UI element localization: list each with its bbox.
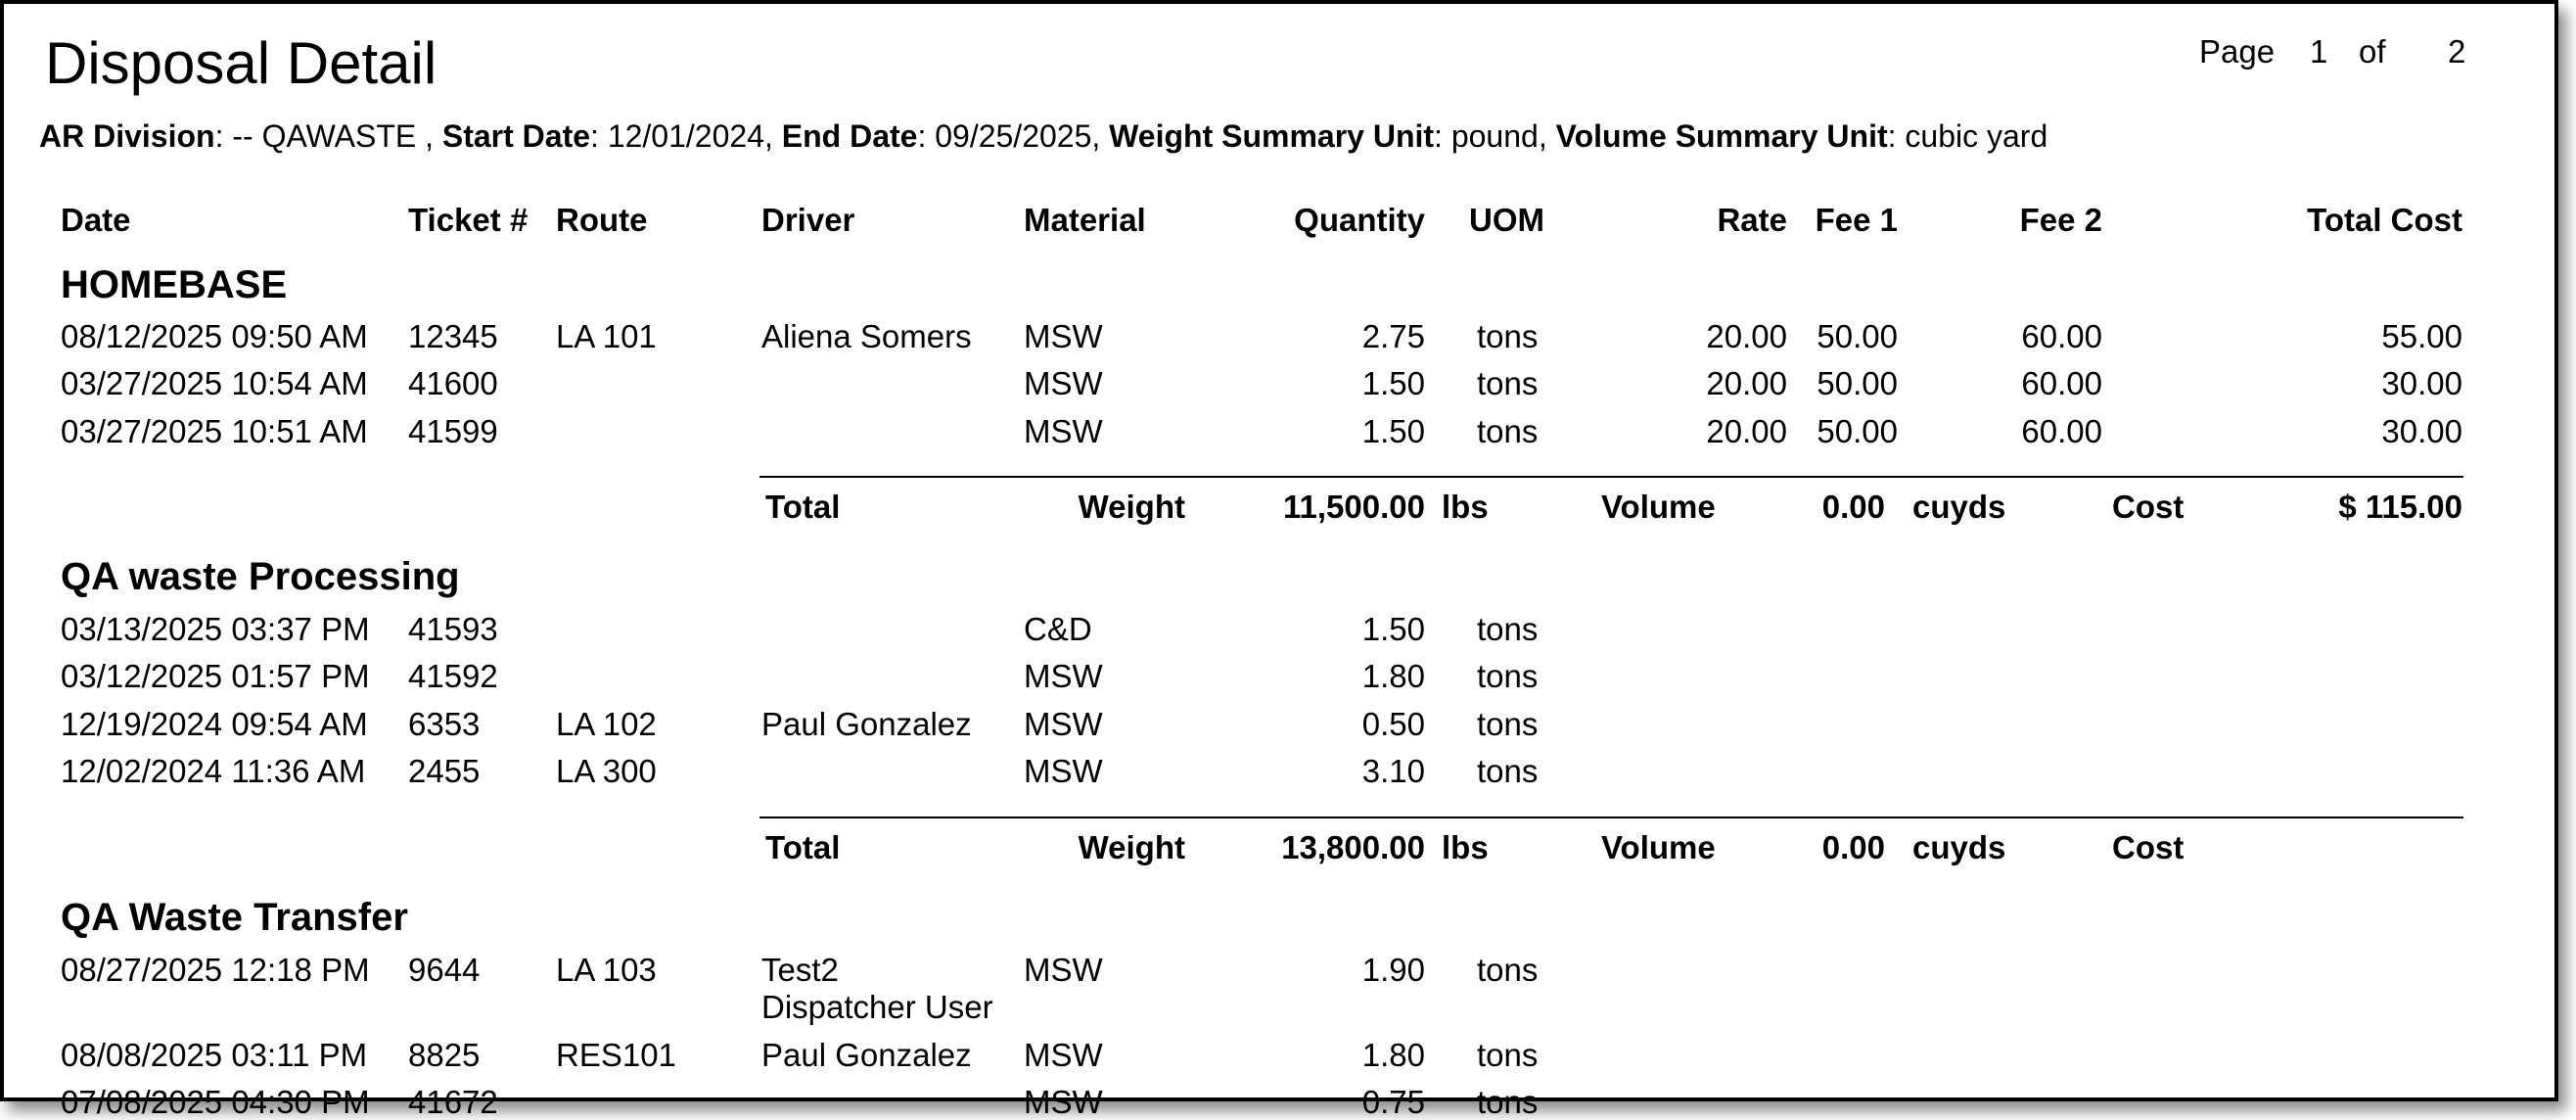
col-header-quantity: Quantity [1294, 202, 1425, 238]
cell-fee2: 60.00 [2021, 318, 2102, 354]
cell-route: LA 103 [556, 952, 657, 988]
total-label: Total [765, 489, 841, 525]
end-date-label: End Date [781, 118, 918, 154]
cell-date: 03/27/2025 10:51 AM [61, 413, 368, 449]
ar-division-label: AR Division [39, 118, 215, 154]
group-title: QA waste Processing [61, 555, 460, 598]
cell-driver-line2: Dispatcher User [761, 989, 993, 1025]
group-title: HOMEBASE [61, 263, 288, 306]
cell-date: 03/27/2025 10:54 AM [61, 365, 368, 401]
page-label: Page [2199, 33, 2276, 70]
volume-unit: cuyds [1912, 489, 2006, 525]
col-header-route: Route [556, 202, 648, 238]
cell-material: MSW [1024, 1084, 1103, 1120]
cell-uom: tons [1477, 1084, 1539, 1120]
cost-label: Cost [2112, 829, 2185, 865]
volume-label: Volume [1601, 829, 1716, 865]
cell-material: MSW [1024, 658, 1103, 694]
cell-date: 12/19/2024 09:54 AM [61, 706, 368, 742]
cell-fee1: 50.00 [1817, 413, 1898, 449]
cell-route: LA 101 [556, 318, 657, 354]
cell-driver: Test2 [761, 952, 839, 988]
weight-unit: lbs [1442, 489, 1489, 525]
cell-total-cost: 30.00 [2381, 413, 2462, 449]
cell-material: MSW [1024, 365, 1103, 401]
col-header-fee2: Fee 2 [2019, 202, 2102, 238]
cell-date: 03/13/2025 03:37 PM [61, 611, 370, 647]
cell-material: MSW [1024, 318, 1103, 354]
cell-uom: tons [1477, 318, 1539, 354]
cell-quantity: 1.90 [1361, 952, 1425, 988]
volume-value: 0.00 [1821, 489, 1885, 525]
cell-date: 03/12/2025 01:57 PM [61, 658, 370, 694]
cell-ticket: 41600 [408, 365, 498, 401]
volume-unit: cuyds [1912, 829, 2006, 865]
cell-quantity: 2.75 [1361, 318, 1425, 354]
cost-value: $ 115.00 [2338, 489, 2462, 525]
volume-unit-value: : cubic yard [1887, 118, 2048, 154]
weight-unit: lbs [1442, 829, 1489, 865]
cell-driver: Aliena Somers [761, 318, 972, 354]
cell-ticket: 2455 [408, 753, 481, 789]
cell-quantity: 0.75 [1361, 1084, 1425, 1120]
report-title: Disposal Detail [45, 30, 437, 96]
cell-driver: Paul Gonzalez [761, 706, 972, 742]
volume-label: Volume [1601, 489, 1716, 525]
cell-uom: tons [1477, 952, 1539, 988]
cell-quantity: 1.50 [1361, 365, 1425, 401]
start-date-value: : 12/01/2024, [590, 118, 782, 154]
cell-route: LA 300 [556, 753, 657, 789]
cell-date: 12/02/2024 11:36 AM [61, 753, 366, 789]
cell-material: MSW [1024, 952, 1103, 988]
col-header-material: Material [1024, 202, 1146, 238]
cell-ticket: 9644 [408, 952, 481, 988]
col-header-fee1: Fee 1 [1815, 202, 1898, 238]
cell-ticket: 41593 [408, 611, 498, 647]
start-date-label: Start Date [441, 118, 591, 154]
col-header-uom: UOM [1469, 202, 1544, 238]
cell-uom: tons [1477, 706, 1539, 742]
report-parameters [39, 118, 2047, 155]
weight-unit-value: : pound, [1434, 118, 1556, 154]
group-title: QA Waste Transfer [61, 896, 408, 939]
cell-material: MSW [1024, 1037, 1103, 1073]
cell-ticket: 12345 [408, 318, 498, 354]
cost-label: Cost [2112, 489, 2185, 525]
cell-date: 08/08/2025 03:11 PM [61, 1037, 368, 1073]
cell-material: C&D [1024, 611, 1092, 647]
cell-fee1: 50.00 [1817, 365, 1898, 401]
col-header-rate: Rate [1717, 202, 1787, 238]
cell-quantity: 1.80 [1361, 658, 1425, 694]
weight-value: 13,800.00 [1281, 829, 1425, 865]
cell-ticket: 8825 [408, 1037, 481, 1073]
weight-value: 11,500.00 [1283, 489, 1425, 525]
col-header-date: Date [61, 202, 131, 238]
cell-uom: tons [1477, 611, 1539, 647]
cell-quantity: 1.50 [1361, 413, 1425, 449]
page-total: 2 [2448, 33, 2466, 70]
col-header-driver: Driver [761, 202, 855, 238]
cell-fee2: 60.00 [2021, 413, 2102, 449]
volume-value: 0.00 [1821, 829, 1885, 865]
col-header-ticket: Ticket # [408, 202, 529, 238]
col-header-total-cost: Total Cost [2307, 202, 2462, 238]
ar-division-value: : -- QAWASTE , [214, 118, 442, 154]
cell-material: MSW [1024, 753, 1103, 789]
cell-uom: tons [1477, 658, 1539, 694]
cell-quantity: 1.80 [1361, 1037, 1425, 1073]
cell-quantity: 1.50 [1361, 611, 1425, 647]
cell-ticket: 41672 [408, 1084, 498, 1120]
volume-unit-label: Volume Summary Unit [1555, 118, 1888, 154]
cell-total-cost: 55.00 [2381, 318, 2462, 354]
weight-label: Weight [1078, 829, 1185, 865]
cell-route: RES101 [556, 1037, 676, 1073]
page-number: 1 [2310, 33, 2328, 70]
cell-rate: 20.00 [1706, 318, 1787, 354]
cell-quantity: 3.10 [1361, 753, 1425, 789]
cell-date: 08/27/2025 12:18 PM [61, 952, 370, 988]
cell-uom: tons [1477, 413, 1539, 449]
total-label: Total [765, 829, 841, 865]
cell-uom: tons [1477, 1037, 1539, 1073]
cell-total-cost: 30.00 [2381, 365, 2462, 401]
cell-date: 07/08/2025 04:30 PM [61, 1084, 370, 1120]
cell-uom: tons [1477, 753, 1539, 789]
cell-route: LA 102 [556, 706, 657, 742]
cell-fee1: 50.00 [1817, 318, 1898, 354]
cell-uom: tons [1477, 365, 1539, 401]
weight-label: Weight [1078, 489, 1185, 525]
cell-fee2: 60.00 [2021, 365, 2102, 401]
cell-material: MSW [1024, 413, 1103, 449]
cell-ticket: 6353 [408, 706, 481, 742]
cell-ticket: 41592 [408, 658, 498, 694]
cell-quantity: 0.50 [1361, 706, 1425, 742]
cell-driver: Paul Gonzalez [761, 1037, 972, 1073]
cell-material: MSW [1024, 706, 1103, 742]
total-divider [759, 817, 2463, 818]
cell-rate: 20.00 [1706, 365, 1787, 401]
total-divider [759, 476, 2463, 478]
cell-date: 08/12/2025 09:50 AM [61, 318, 368, 354]
cell-rate: 20.00 [1706, 413, 1787, 449]
cell-ticket: 41599 [408, 413, 498, 449]
end-date-value: : 09/25/2025, [917, 118, 1110, 154]
of-label: of [2359, 33, 2386, 70]
weight-unit-label: Weight Summary Unit [1109, 118, 1435, 154]
